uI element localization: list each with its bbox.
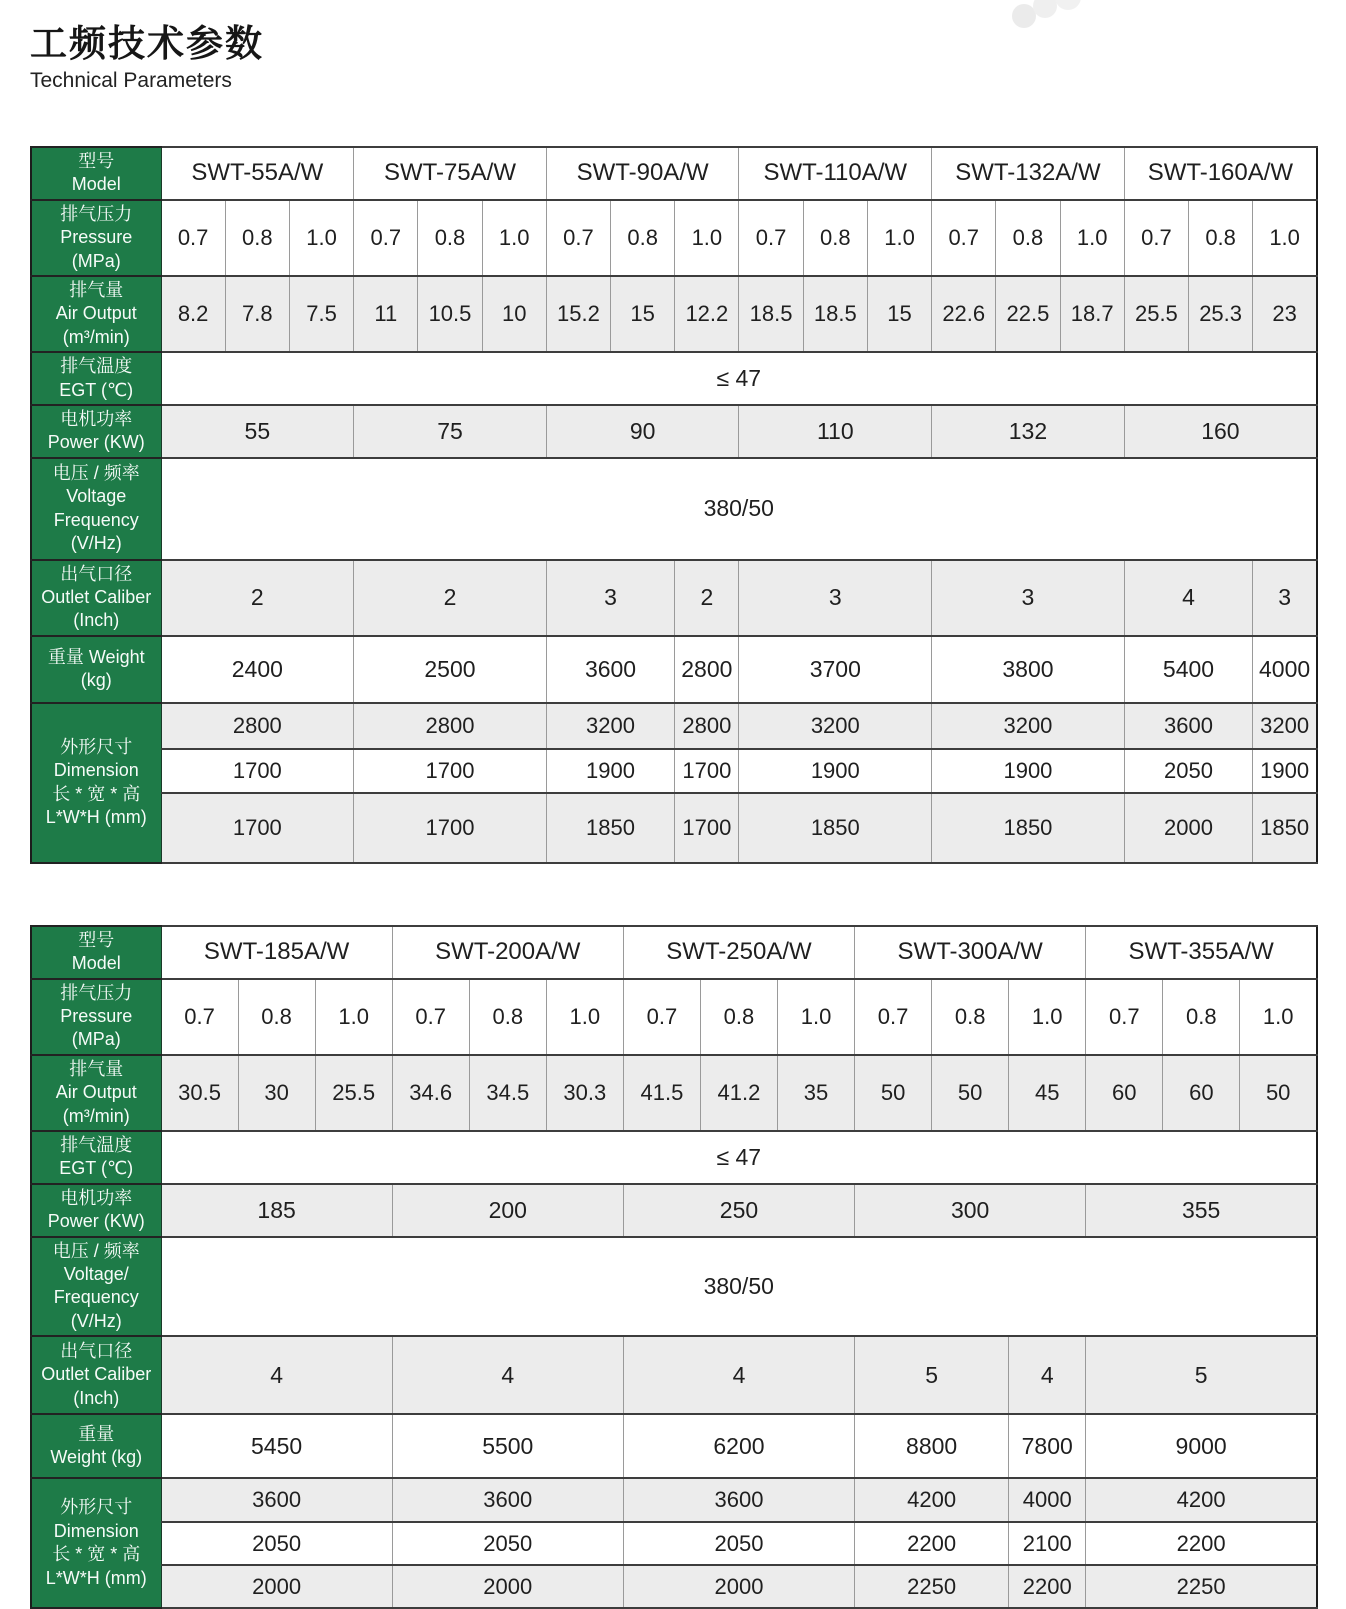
- row-label-line: (m³/min): [62, 326, 130, 347]
- row-label-line: Voltage/: [63, 1263, 129, 1284]
- row-label-line: (V/Hz): [70, 1310, 122, 1331]
- air-value-cell: 50: [932, 1055, 1009, 1131]
- row-label-line: 外形尺寸: [60, 1497, 133, 1518]
- row-label-line: Frequency: [53, 509, 139, 530]
- dim1-value-cell: 3200: [739, 703, 932, 749]
- table-row-outlet: [31, 560, 1317, 636]
- pressure-value-cell: 0.8: [1189, 200, 1253, 276]
- row-label-line: (kg): [80, 670, 112, 691]
- outlet-value-cell: 2: [354, 560, 547, 636]
- page-subtitle: Technical Parameters: [30, 69, 232, 92]
- dim1-value-cell: 3600: [161, 1478, 392, 1522]
- power-value-cell: 185: [161, 1184, 392, 1237]
- row-label-line: 排气量: [69, 1058, 124, 1079]
- outlet-value-cell: 3: [546, 560, 674, 636]
- dim1-value-cell: 3600: [623, 1478, 854, 1522]
- power-value-cell: 110: [739, 405, 932, 458]
- pressure-value-cell: 1.0: [315, 979, 392, 1055]
- air-value-cell: 30.5: [161, 1055, 238, 1131]
- table-row-dim1: [31, 703, 1317, 749]
- pressure-value-cell: 1.0: [867, 200, 931, 276]
- pressure-value-cell: 0.8: [469, 979, 546, 1055]
- pressure-value-cell: 0.7: [161, 200, 225, 276]
- dim2-value-cell: 1700: [161, 749, 354, 793]
- page-title: 工频技术参数: [30, 23, 264, 64]
- row-label-line: Dimension: [53, 760, 139, 781]
- row-label-line: Air Output: [55, 303, 137, 324]
- weight-value-cell: 6200: [623, 1414, 854, 1478]
- row-label-line: 型号: [78, 929, 115, 950]
- row-label-line: L*W*H (mm): [45, 807, 147, 828]
- outlet-value-cell: 4: [392, 1336, 623, 1414]
- table-row-voltage: [31, 1237, 1317, 1337]
- dim3-value-cell: 2250: [855, 1565, 1009, 1608]
- row-label-line: 排气温度: [60, 1134, 133, 1155]
- pressure-value-cell: 0.8: [803, 200, 867, 276]
- row-label-model: [31, 926, 161, 979]
- decorative-dot: [1033, 0, 1057, 18]
- dim1-value-cell: 3600: [392, 1478, 623, 1522]
- weight-value-cell: 3600: [546, 636, 674, 703]
- table-row-voltage: [31, 458, 1317, 560]
- air-value-cell: 60: [1163, 1055, 1240, 1131]
- row-label-dim1: [31, 1478, 161, 1608]
- pressure-value-cell: 0.8: [1163, 979, 1240, 1055]
- air-value-cell: 22.5: [996, 276, 1060, 352]
- pressure-value-cell: 0.8: [238, 979, 315, 1055]
- table-row-pressure: [31, 979, 1317, 1055]
- row-label-line: (m³/min): [62, 1105, 130, 1126]
- egt-value-cell: ≤ 47: [161, 1131, 1317, 1184]
- row-label-outlet: [31, 560, 161, 636]
- pressure-value-cell: 0.8: [932, 979, 1009, 1055]
- dim2-value-cell: 1700: [354, 749, 547, 793]
- weight-value-cell: 4000: [1253, 636, 1317, 703]
- table-row-dim2: [31, 1522, 1317, 1565]
- model-value-cell: SWT-132A/W: [932, 147, 1125, 200]
- dim1-value-cell: 4200: [855, 1478, 1009, 1522]
- air-value-cell: 30: [238, 1055, 315, 1131]
- pressure-value-cell: 0.7: [161, 979, 238, 1055]
- model-value-cell: SWT-300A/W: [855, 926, 1086, 979]
- row-label-line: EGT (℃): [59, 379, 134, 400]
- weight-value-cell: 7800: [1009, 1414, 1086, 1478]
- air-value-cell: 50: [855, 1055, 932, 1131]
- outlet-value-cell: 5: [855, 1336, 1009, 1414]
- dim3-value-cell: 1700: [354, 793, 547, 863]
- power-value-cell: 90: [546, 405, 739, 458]
- pressure-value-cell: 0.7: [855, 979, 932, 1055]
- air-value-cell: 25.5: [315, 1055, 392, 1131]
- voltage-value-cell: 380/50: [161, 458, 1317, 560]
- pressure-value-cell: 1.0: [778, 979, 855, 1055]
- row-label-line: 外形尺寸: [60, 737, 133, 758]
- air-value-cell: 25.5: [1124, 276, 1188, 352]
- outlet-value-cell: 4: [161, 1336, 392, 1414]
- pressure-value-cell: 0.7: [354, 200, 418, 276]
- table-row-egt: [31, 352, 1317, 405]
- dim1-value-cell: 2800: [675, 703, 739, 749]
- weight-value-cell: 9000: [1086, 1414, 1317, 1478]
- table-row-outlet: [31, 1336, 1317, 1414]
- outlet-value-cell: 2: [675, 560, 739, 636]
- row-label-air: [31, 276, 161, 352]
- row-label-line: EGT (℃): [59, 1158, 134, 1179]
- dim3-value-cell: 2000: [1124, 793, 1252, 863]
- table-row-power: [31, 1184, 1317, 1237]
- row-label-air: [31, 1055, 161, 1131]
- table-row-dim2: [31, 749, 1317, 793]
- row-label-line: (V/Hz): [70, 533, 122, 554]
- outlet-value-cell: 2: [161, 560, 354, 636]
- air-value-cell: 12.2: [675, 276, 739, 352]
- pressure-value-cell: 0.7: [546, 200, 610, 276]
- dim3-value-cell: 1700: [161, 793, 354, 863]
- table-row-dim3: [31, 793, 1317, 863]
- air-value-cell: 34.5: [469, 1055, 546, 1131]
- pressure-value-cell: 1.0: [675, 200, 739, 276]
- model-value-cell: SWT-355A/W: [1086, 926, 1317, 979]
- air-value-cell: 8.2: [161, 276, 225, 352]
- row-label-line: (Inch): [73, 1387, 120, 1408]
- outlet-value-cell: 3: [739, 560, 932, 636]
- model-value-cell: SWT-55A/W: [161, 147, 354, 200]
- row-label-egt: [31, 1131, 161, 1184]
- row-label-line: 重量: [78, 1423, 115, 1444]
- model-value-cell: SWT-160A/W: [1124, 147, 1317, 200]
- dim2-value-cell: 1900: [546, 749, 674, 793]
- dim2-value-cell: 2100: [1009, 1522, 1086, 1565]
- air-value-cell: 30.3: [546, 1055, 623, 1131]
- air-value-cell: 45: [1009, 1055, 1086, 1131]
- outlet-value-cell: 4: [623, 1336, 854, 1414]
- row-label-pressure: [31, 979, 161, 1055]
- row-label-pressure: [31, 200, 161, 276]
- decorative-dot: [1055, 0, 1081, 10]
- row-label-line: L*W*H (mm): [45, 1567, 147, 1588]
- row-label-line: Weight (kg): [50, 1447, 143, 1468]
- dim3-value-cell: 1700: [675, 793, 739, 863]
- row-label-line: Frequency: [53, 1287, 139, 1308]
- model-value-cell: SWT-250A/W: [623, 926, 854, 979]
- power-value-cell: 75: [354, 405, 547, 458]
- pressure-value-cell: 1.0: [546, 979, 623, 1055]
- pressure-value-cell: 1.0: [1009, 979, 1086, 1055]
- air-value-cell: 18.5: [803, 276, 867, 352]
- pressure-value-cell: 0.7: [932, 200, 996, 276]
- table-row-weight: [31, 636, 1317, 703]
- air-value-cell: 22.6: [932, 276, 996, 352]
- egt-value-cell: ≤ 47: [161, 352, 1317, 405]
- power-value-cell: 200: [392, 1184, 623, 1237]
- dim2-value-cell: 1900: [1253, 749, 1317, 793]
- technical-parameters-table-2: [30, 925, 1318, 1609]
- dim2-value-cell: 2200: [1086, 1522, 1317, 1565]
- air-value-cell: 7.8: [225, 276, 289, 352]
- row-label-line: 出气口径: [60, 1341, 133, 1362]
- table-row-weight: [31, 1414, 1317, 1478]
- dim2-value-cell: 2050: [623, 1522, 854, 1565]
- outlet-value-cell: 5: [1086, 1336, 1317, 1414]
- row-label-line: Air Output: [55, 1082, 137, 1103]
- pressure-value-cell: 0.8: [418, 200, 482, 276]
- row-label-line: Model: [71, 953, 121, 974]
- model-value-cell: SWT-75A/W: [354, 147, 547, 200]
- voltage-value-cell: 380/50: [161, 1237, 1317, 1337]
- row-label-voltage: [31, 1237, 161, 1337]
- model-value-cell: SWT-185A/W: [161, 926, 392, 979]
- row-label-line: 排气温度: [60, 356, 133, 377]
- row-label-weight: [31, 1414, 161, 1478]
- row-label-line: Pressure: [60, 227, 133, 248]
- row-label-line: Outlet Caliber: [41, 1364, 152, 1385]
- pressure-value-cell: 0.7: [1086, 979, 1163, 1055]
- air-value-cell: 50: [1240, 1055, 1317, 1131]
- dim3-value-cell: 2200: [1009, 1565, 1086, 1608]
- row-label-line: 电机功率: [60, 408, 133, 429]
- model-value-cell: SWT-110A/W: [739, 147, 932, 200]
- pressure-value-cell: 0.8: [996, 200, 1060, 276]
- dim1-value-cell: 4200: [1086, 1478, 1317, 1522]
- weight-value-cell: 5500: [392, 1414, 623, 1478]
- pressure-value-cell: 1.0: [289, 200, 353, 276]
- table-row-egt: [31, 1131, 1317, 1184]
- weight-value-cell: 5400: [1124, 636, 1252, 703]
- row-label-line: 长 * 宽 * 高: [52, 1544, 141, 1565]
- table-row-dim3: [31, 1565, 1317, 1608]
- pressure-value-cell: 1.0: [1253, 200, 1317, 276]
- pressure-value-cell: 0.7: [739, 200, 803, 276]
- row-label-line: Power (KW): [47, 432, 145, 453]
- table-row-power: [31, 405, 1317, 458]
- dim1-value-cell: 3200: [1253, 703, 1317, 749]
- power-value-cell: 55: [161, 405, 354, 458]
- weight-value-cell: 3700: [739, 636, 932, 703]
- weight-value-cell: 5450: [161, 1414, 392, 1478]
- row-label-line: 排气压力: [60, 982, 133, 1003]
- table-row-air: [31, 276, 1317, 352]
- row-label-line: Dimension: [53, 1520, 139, 1541]
- pressure-value-cell: 0.7: [392, 979, 469, 1055]
- row-label-line: 排气压力: [60, 203, 133, 224]
- dim1-value-cell: 3200: [932, 703, 1125, 749]
- air-value-cell: 18.7: [1060, 276, 1124, 352]
- pressure-value-cell: 0.8: [700, 979, 777, 1055]
- row-label-line: Outlet Caliber: [41, 587, 152, 608]
- model-value-cell: SWT-200A/W: [392, 926, 623, 979]
- row-label-line: 排气量: [69, 279, 124, 300]
- air-value-cell: 10: [482, 276, 546, 352]
- row-label-model: [31, 147, 161, 200]
- dim2-value-cell: 1700: [675, 749, 739, 793]
- row-label-line: (Inch): [73, 610, 120, 631]
- dim2-value-cell: 2050: [1124, 749, 1252, 793]
- dim1-value-cell: 3600: [1124, 703, 1252, 749]
- row-label-line: Pressure: [60, 1006, 133, 1027]
- row-label-line: (MPa): [71, 1029, 121, 1050]
- air-value-cell: 15.2: [546, 276, 610, 352]
- table-row-model: [31, 926, 1317, 979]
- air-value-cell: 10.5: [418, 276, 482, 352]
- dim3-value-cell: 2250: [1086, 1565, 1317, 1608]
- dim2-value-cell: 2050: [161, 1522, 392, 1565]
- air-value-cell: 34.6: [392, 1055, 469, 1131]
- row-label-line: 电机功率: [60, 1187, 133, 1208]
- power-value-cell: 355: [1086, 1184, 1317, 1237]
- air-value-cell: 15: [611, 276, 675, 352]
- power-value-cell: 250: [623, 1184, 854, 1237]
- row-label-power: [31, 405, 161, 458]
- weight-value-cell: 2500: [354, 636, 547, 703]
- weight-value-cell: 8800: [855, 1414, 1009, 1478]
- outlet-value-cell: 4: [1009, 1336, 1086, 1414]
- table-row-air: [31, 1055, 1317, 1131]
- row-label-dim1: [31, 703, 161, 863]
- dim2-value-cell: 2200: [855, 1522, 1009, 1565]
- power-value-cell: 132: [932, 405, 1125, 458]
- table-row-pressure: [31, 200, 1317, 276]
- dim3-value-cell: 1850: [546, 793, 674, 863]
- air-value-cell: 7.5: [289, 276, 353, 352]
- row-label-line: Model: [71, 174, 121, 195]
- row-label-line: 长 * 宽 * 高: [52, 783, 141, 804]
- pressure-value-cell: 1.0: [1060, 200, 1124, 276]
- dim3-value-cell: 1850: [1253, 793, 1317, 863]
- dim1-value-cell: 2800: [354, 703, 547, 749]
- row-label-line: (MPa): [71, 250, 121, 271]
- air-value-cell: 15: [867, 276, 931, 352]
- dim3-value-cell: 2000: [623, 1565, 854, 1608]
- row-label-weight: [31, 636, 161, 703]
- pressure-value-cell: 0.8: [225, 200, 289, 276]
- air-value-cell: 25.3: [1189, 276, 1253, 352]
- dim1-value-cell: 2800: [161, 703, 354, 749]
- air-value-cell: 35: [778, 1055, 855, 1131]
- table-row-dim1: [31, 1478, 1317, 1522]
- row-label-line: 重量 Weight: [47, 646, 145, 667]
- row-label-line: 电压 / 频率: [52, 1240, 140, 1261]
- weight-value-cell: 2400: [161, 636, 354, 703]
- row-label-outlet: [31, 1336, 161, 1414]
- dim2-value-cell: 1900: [739, 749, 932, 793]
- row-label-line: Voltage: [66, 486, 127, 507]
- air-value-cell: 11: [354, 276, 418, 352]
- technical-parameters-table-1: [30, 146, 1318, 864]
- row-label-voltage: [31, 458, 161, 560]
- dim1-value-cell: 3200: [546, 703, 674, 749]
- air-value-cell: 41.2: [700, 1055, 777, 1131]
- weight-value-cell: 3800: [932, 636, 1125, 703]
- dim1-value-cell: 4000: [1009, 1478, 1086, 1522]
- pressure-value-cell: 0.8: [611, 200, 675, 276]
- model-value-cell: SWT-90A/W: [546, 147, 739, 200]
- weight-value-cell: 2800: [675, 636, 739, 703]
- row-label-line: 型号: [78, 151, 115, 171]
- row-label-power: [31, 1184, 161, 1237]
- pressure-value-cell: 1.0: [482, 200, 546, 276]
- dim2-value-cell: 1900: [932, 749, 1125, 793]
- row-label-line: Power (KW): [47, 1211, 145, 1232]
- outlet-value-cell: 3: [932, 560, 1125, 636]
- outlet-value-cell: 4: [1124, 560, 1252, 636]
- outlet-value-cell: 3: [1253, 560, 1317, 636]
- pressure-value-cell: 0.7: [623, 979, 700, 1055]
- air-value-cell: 23: [1253, 276, 1317, 352]
- row-label-line: 出气口径: [60, 563, 133, 584]
- air-value-cell: 41.5: [623, 1055, 700, 1131]
- dim3-value-cell: 2000: [392, 1565, 623, 1608]
- power-value-cell: 300: [855, 1184, 1086, 1237]
- power-value-cell: 160: [1124, 405, 1317, 458]
- row-label-egt: [31, 352, 161, 405]
- dim3-value-cell: 1850: [932, 793, 1125, 863]
- row-label-line: 电压 / 频率: [52, 462, 140, 483]
- air-value-cell: 18.5: [739, 276, 803, 352]
- dim2-value-cell: 2050: [392, 1522, 623, 1565]
- dim3-value-cell: 2000: [161, 1565, 392, 1608]
- table-row-model: [31, 147, 1317, 200]
- dim3-value-cell: 1850: [739, 793, 932, 863]
- air-value-cell: 60: [1086, 1055, 1163, 1131]
- pressure-value-cell: 0.7: [1124, 200, 1188, 276]
- pressure-value-cell: 1.0: [1240, 979, 1317, 1055]
